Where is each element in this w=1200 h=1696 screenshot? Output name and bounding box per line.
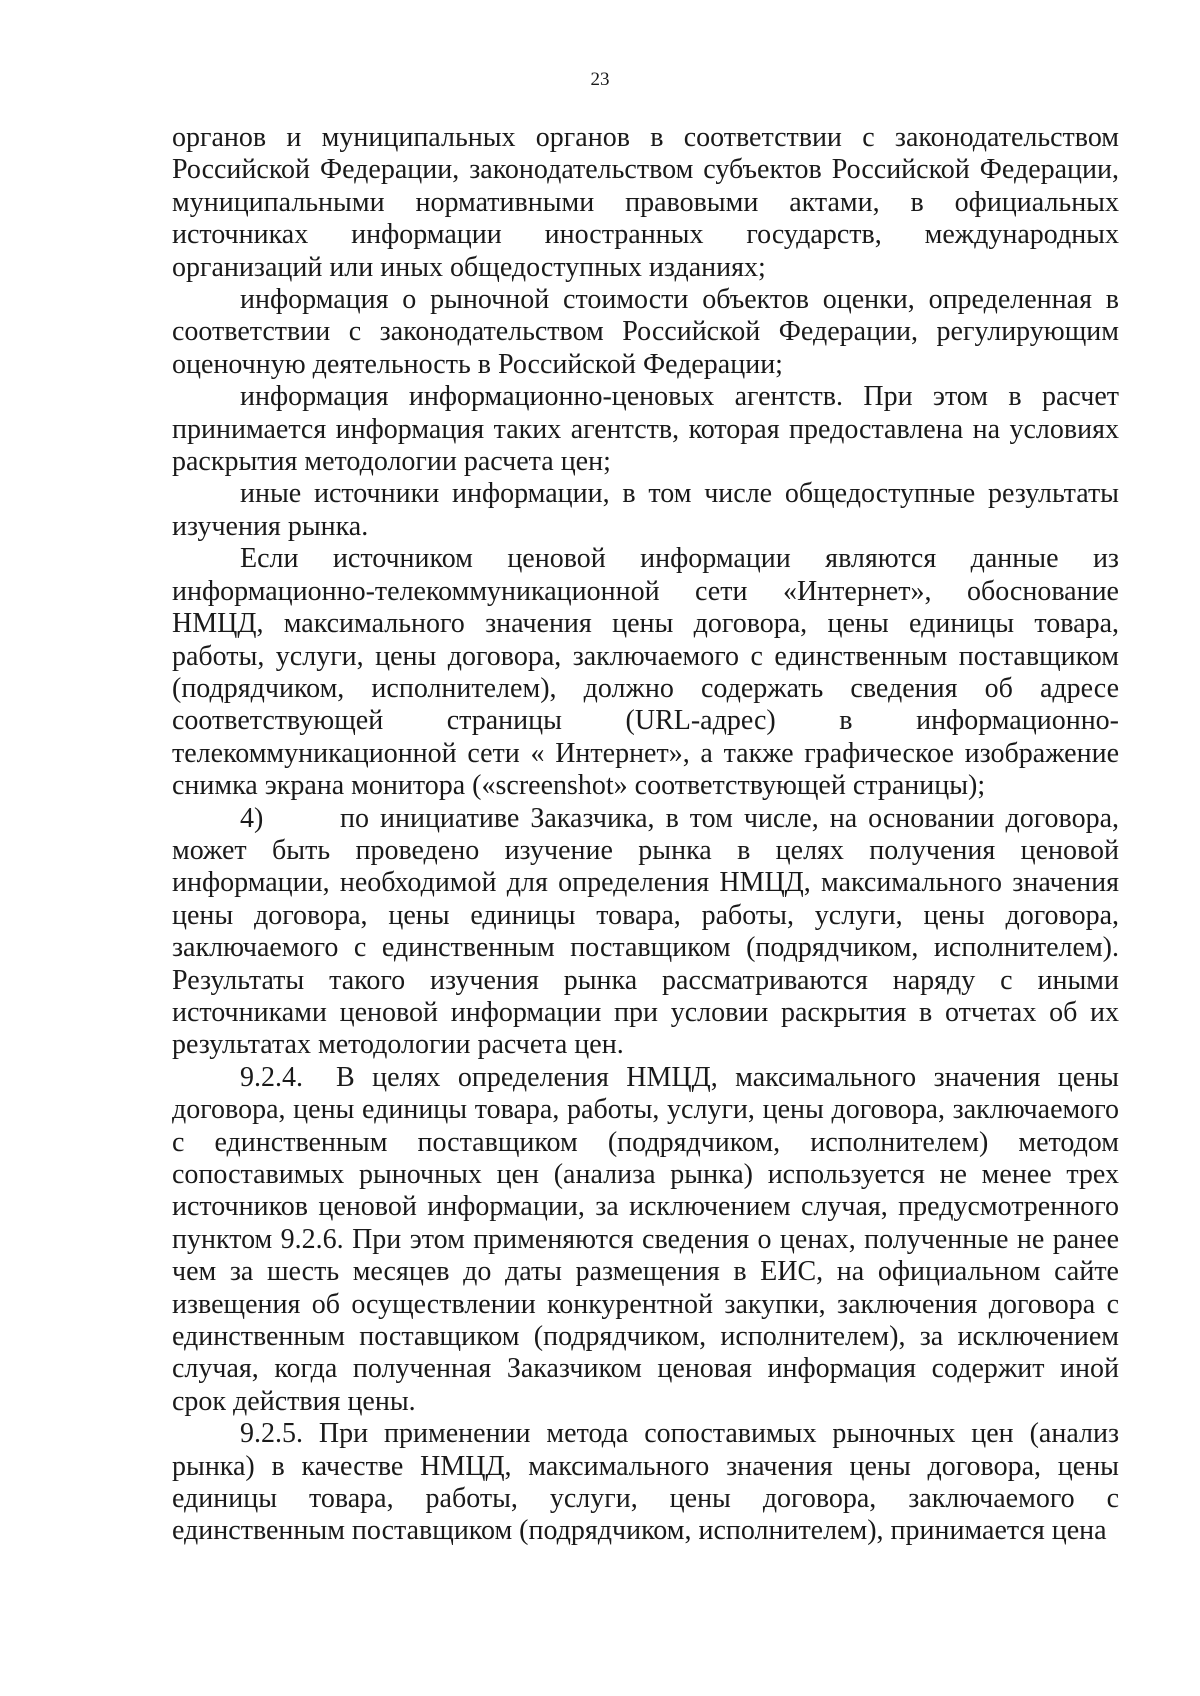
paragraph: органов и муниципальных органов в соответствии с законодательством Российской Федерации, законодательством субъектов Российской Федерации, муниципальными нормативными правовыми актами, в официальных источниках информации иностранных государств, международных организаций или иных общедоступных изданиях; xyxy=(172,122,1119,283)
clause-number: 9.2.5. xyxy=(240,1418,303,1450)
paragraph: иные источники информации, в том числе общедоступные результаты изучения рынка. xyxy=(172,478,1119,542)
paragraph: Если источником ценовой информации являются данные из информационно-телекоммуникационной сети «Интернет», обоснование НМЦД, максимального значения цены договора, цены единицы товара, работы, услуги, цены договора, заключаемого с единственным поставщиком (подрядчиком, исполнителем), должно содержать сведения об адресе соответствующей страницы (URL-адрес) в информационно-телекоммуникационной сети « Интернет», а также графическое изображение снимка экрана монитора («screenshot» соответствующей страницы); xyxy=(172,543,1119,802)
clause-paragraph xyxy=(172,1062,1119,1418)
clause-number: 9.2.4. xyxy=(240,1061,303,1093)
clause-paragraph xyxy=(172,1418,1119,1548)
paragraph: информация информационно-ценовых агентств. При этом в расчет принимается информация таких агентств, которая предоставлена на условиях раскрытия методологии расчета цен; xyxy=(172,381,1119,478)
document-body xyxy=(172,122,1119,1548)
list-item-text: по инициативе Заказчика, в том числе, на основании договора, может быть проведено изучение рынка в целях получения ценовой информации, необходимой для определения НМЦД, максимального значения цены договора, цены единицы товара, работы, услуги, цены договора, заключаемого с единственным поставщиком (подрядчиком, исполнителем). Результаты такого изучения рынка рассматриваются наряду с иными источниками ценовой информации при условии раскрытия в отчетах об их результатах методологии расчета цен. xyxy=(172,802,1119,1061)
page-number: 23 xyxy=(590,69,610,90)
list-item-number: 4) xyxy=(240,802,264,834)
clause-text: В целях определения НМЦД, максимального значения цены договора, цены единицы товара, работы, услуги, цены договора, заключаемого с единственным поставщиком (подрядчиком, исполнителем) методом сопоставимых рыночных цен (анализа рынка) используется не менее трех источников ценовой информации, за исключением случая, предусмотренного пунктом 9.2.6. При этом применяются сведения о ценах, полученные не ранее чем за шесть месяцев до даты размещения в ЕИС, на официальном сайте извещения об осуществлении конкурентной закупки, заключения договора с единственным поставщиком (подрядчиком, исполнителем), за исключением случая, когда полученная Заказчиком ценовая информация содержит иной срок действия цены. xyxy=(172,1061,1119,1417)
paragraph: информация о рыночной стоимости объектов оценки, определенная в соответствии с законодательством Российской Федерации, регулирующим оценочную деятельность в Российской Федерации; xyxy=(172,284,1119,380)
clause-text: При применении метода сопоставимых рыночных цен (анализ рынка) в качестве НМЦД, максимального значения цены договора, цены единицы товара, работы, услуги, цены договора, заключаемого с единственным поставщиком (подрядчиком, исполнителем), принимается цена xyxy=(172,1418,1120,1547)
list-item-paragraph xyxy=(172,803,1119,1062)
